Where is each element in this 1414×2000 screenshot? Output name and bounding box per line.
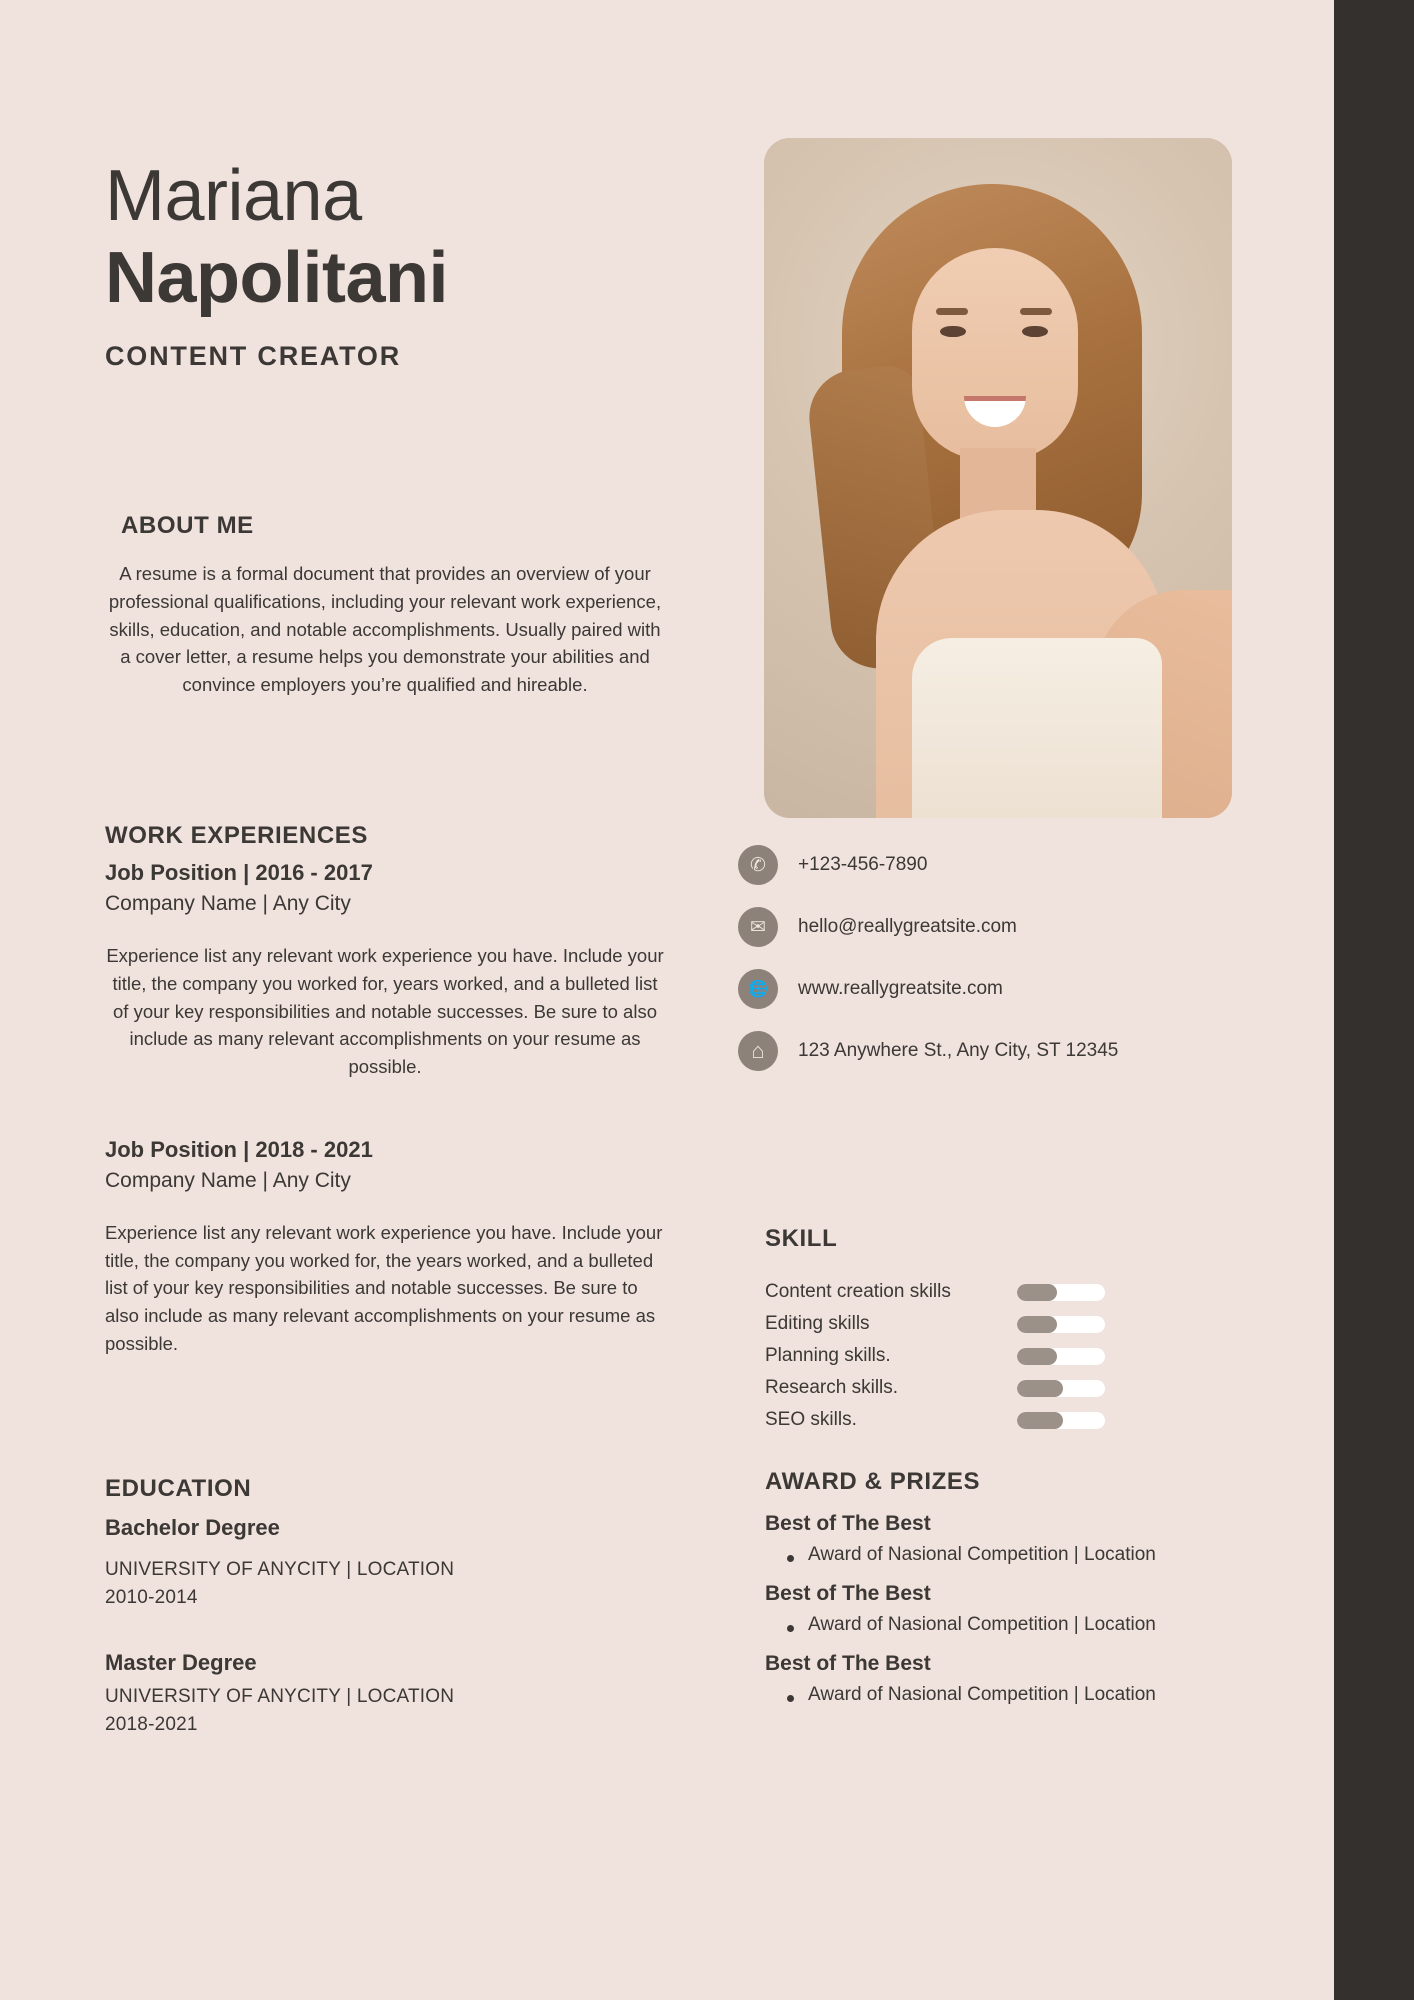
home-icon: ⌂ bbox=[738, 1031, 778, 1071]
about-title: ABOUT ME bbox=[121, 512, 254, 539]
first-name: Mariana bbox=[105, 156, 362, 236]
contact-address: 123 Anywhere St., Any City, ST 12345 bbox=[798, 1040, 1119, 1062]
skill-bar bbox=[1017, 1284, 1105, 1301]
photo-brow-right bbox=[1020, 308, 1052, 315]
work-item bbox=[105, 1137, 665, 1358]
skill-bar-fill bbox=[1017, 1348, 1057, 1365]
skill-item bbox=[765, 1409, 1225, 1431]
skill-list bbox=[765, 1281, 1225, 1431]
award-detail: Award of Nasional Competition | Location bbox=[808, 1614, 1156, 1635]
award-title: Best of The Best bbox=[765, 1512, 931, 1535]
photo-top-garment bbox=[912, 638, 1162, 818]
education-years: 2018-2021 bbox=[105, 1713, 198, 1735]
contact-row-email bbox=[738, 907, 1238, 947]
photo-face bbox=[912, 248, 1078, 460]
skill-section bbox=[765, 1225, 1225, 1441]
award-title: Best of The Best bbox=[765, 1582, 931, 1605]
email-icon: ✉ bbox=[738, 907, 778, 947]
award-item bbox=[765, 1582, 1265, 1636]
education-school: UNIVERSITY OF ANYCITY | LOCATION bbox=[105, 1559, 455, 1580]
education-years: 2010-2014 bbox=[105, 1586, 198, 1608]
award-detail: Award of Nasional Competition | Location bbox=[808, 1684, 1156, 1705]
bullet-icon bbox=[787, 1555, 794, 1562]
skill-bar bbox=[1017, 1316, 1105, 1333]
contact-website[interactable]: www.reallygreatsite.com bbox=[798, 978, 1003, 1000]
right-accent-strip bbox=[1334, 0, 1414, 2000]
about-text: A resume is a formal document that provides an overview of your professional qualifications, including your relevant work experience, skills, education, and notable accomplishments. Usually paired with a cover letter, a resume helps you demonstrate your abilities and convince employers you’re qualified and hireable. bbox=[108, 563, 662, 695]
phone-icon: ✆ bbox=[738, 845, 778, 885]
education-item bbox=[105, 1515, 625, 1610]
work-title: WORK EXPERIENCES bbox=[105, 822, 368, 849]
skill-item bbox=[765, 1313, 1225, 1335]
award-detail-row bbox=[765, 1684, 1265, 1706]
contact-row-address bbox=[738, 1031, 1238, 1071]
globe-icon: 🌐 bbox=[738, 969, 778, 1009]
skill-name: Planning skills. bbox=[765, 1345, 891, 1366]
skill-bar bbox=[1017, 1380, 1105, 1397]
bullet-icon bbox=[787, 1695, 794, 1702]
skill-name: Content creation skills bbox=[765, 1281, 951, 1302]
work-section bbox=[105, 822, 665, 1358]
award-detail-row bbox=[765, 1544, 1265, 1566]
resume-header bbox=[105, 156, 725, 372]
contact-email[interactable]: hello@reallygreatsite.com bbox=[798, 916, 1017, 938]
award-detail: Award of Nasional Competition | Location bbox=[808, 1544, 1156, 1565]
last-name: Napolitani bbox=[105, 238, 449, 318]
skill-bar bbox=[1017, 1348, 1105, 1365]
contact-row-website bbox=[738, 969, 1238, 1009]
skill-bar-fill bbox=[1017, 1316, 1057, 1333]
skill-bar bbox=[1017, 1412, 1105, 1429]
skill-bar-fill bbox=[1017, 1284, 1057, 1301]
photo-eye-right bbox=[1022, 326, 1048, 337]
work-item bbox=[105, 860, 665, 1081]
bullet-icon bbox=[787, 1625, 794, 1632]
skill-name: SEO skills. bbox=[765, 1409, 857, 1430]
photo-brow-left bbox=[936, 308, 968, 315]
contact-section bbox=[738, 845, 1238, 1093]
skill-name: Research skills. bbox=[765, 1377, 899, 1398]
skill-item bbox=[765, 1345, 1225, 1367]
skill-bar-fill bbox=[1017, 1380, 1063, 1397]
job-position: Job Position | 2018 - 2021 bbox=[105, 1136, 373, 1162]
job-company: Company Name | Any City bbox=[105, 1168, 351, 1192]
profile-photo bbox=[764, 138, 1232, 818]
skill-bar-fill bbox=[1017, 1412, 1063, 1429]
job-description: Experience list any relevant work experience you have. Include your title, the company you worked for, the years worked, and a bulleted list of your key responsibilities and notable successes. Be sure to also include as many relevant accomplishments on your resume as possible. bbox=[105, 1221, 663, 1354]
education-degree: Master Degree bbox=[105, 1650, 257, 1676]
job-description: Experience list any relevant work experience you have. Include your title, the company you worked for, years worked, and a bulleted list of your key responsibilities and notable successes. Be sure to also include as many relevant accomplishments on your resume as possible. bbox=[106, 945, 664, 1077]
job-company: Company Name | Any City bbox=[105, 892, 351, 915]
skill-item bbox=[765, 1281, 1225, 1303]
award-detail-row bbox=[765, 1614, 1265, 1636]
awards-section bbox=[765, 1468, 1265, 1706]
skill-title: SKILL bbox=[765, 1225, 838, 1252]
contact-row-phone bbox=[738, 845, 1238, 885]
contact-phone: +123-456-7890 bbox=[798, 854, 928, 876]
skill-item bbox=[765, 1377, 1225, 1399]
education-degree: Bachelor Degree bbox=[105, 1515, 280, 1540]
job-position: Job Position | 2016 - 2017 bbox=[105, 860, 373, 885]
award-item bbox=[765, 1512, 1265, 1566]
skill-name: Editing skills bbox=[765, 1313, 870, 1334]
education-school: UNIVERSITY OF ANYCITY | LOCATION bbox=[105, 1686, 455, 1708]
education-item bbox=[105, 1650, 625, 1737]
job-role: CONTENT CREATOR bbox=[105, 340, 401, 371]
education-title: EDUCATION bbox=[105, 1475, 252, 1502]
award-item bbox=[765, 1652, 1265, 1706]
award-title: Best of The Best bbox=[765, 1652, 931, 1675]
education-section bbox=[105, 1475, 625, 1738]
photo-eye-left bbox=[940, 326, 966, 337]
about-section bbox=[105, 512, 665, 699]
awards-title: AWARD & PRIZES bbox=[765, 1468, 981, 1495]
